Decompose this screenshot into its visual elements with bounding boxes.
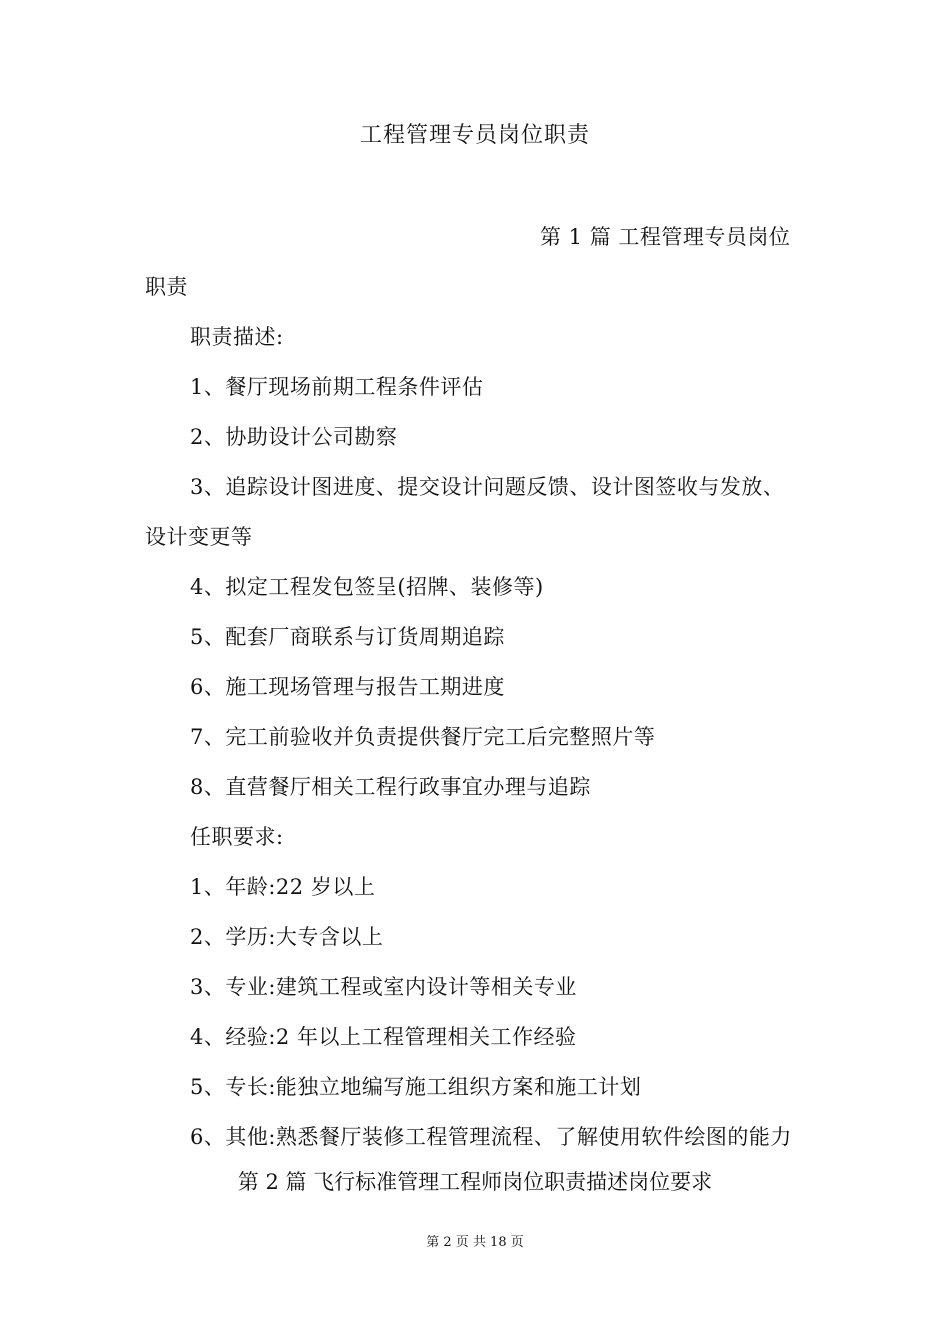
requirement-item: 3、专业:建筑工程或室内设计等相关专业: [190, 975, 577, 999]
duty-item: 7、完工前验收并负责提供餐厅完工后完整照片等: [190, 725, 656, 749]
requirement-item: 1、年龄:22 岁以上: [190, 875, 376, 899]
duty-item: 2、协助设计公司勘察: [190, 425, 398, 449]
duty-item: 3、追踪设计图进度、提交设计问题反馈、设计图签收与发放、: [190, 475, 785, 499]
part1-heading-continuation: 职责: [145, 275, 188, 299]
duty-item: 6、施工现场管理与报告工期进度: [190, 675, 505, 699]
requirement-item: 4、经验:2 年以上工程管理相关工作经验: [190, 1025, 577, 1049]
document-title: 工程管理专员岗位职责: [359, 123, 590, 148]
duty-item-continuation: 设计变更等: [145, 525, 253, 549]
requirement-item: 5、专长:能独立地编写施工组织方案和施工计划: [190, 1075, 642, 1099]
part2-heading: 第 2 篇 飞行标准管理工程师岗位职责描述岗位要求: [237, 1170, 713, 1194]
page-footer: 第 2 页 共 18 页: [426, 1235, 524, 1250]
duty-item: 5、配套厂商联系与订货周期追踪: [190, 625, 505, 649]
duty-item: 4、拟定工程发包签呈(招牌、装修等): [190, 575, 544, 599]
requirement-item: 6、其他:熟悉餐厅装修工程管理流程、了解使用软件绘图的能力: [190, 1125, 792, 1149]
duty-item: 1、餐厅现场前期工程条件评估: [190, 375, 484, 399]
duties-label: 职责描述:: [190, 325, 284, 349]
part1-heading: 第 1 篇 工程管理专员岗位: [540, 225, 791, 249]
requirement-item: 2、学历:大专含以上: [190, 925, 384, 949]
duty-item: 8、直营餐厅相关工程行政事宜办理与追踪: [190, 775, 591, 799]
requirements-label: 任职要求:: [190, 825, 284, 849]
